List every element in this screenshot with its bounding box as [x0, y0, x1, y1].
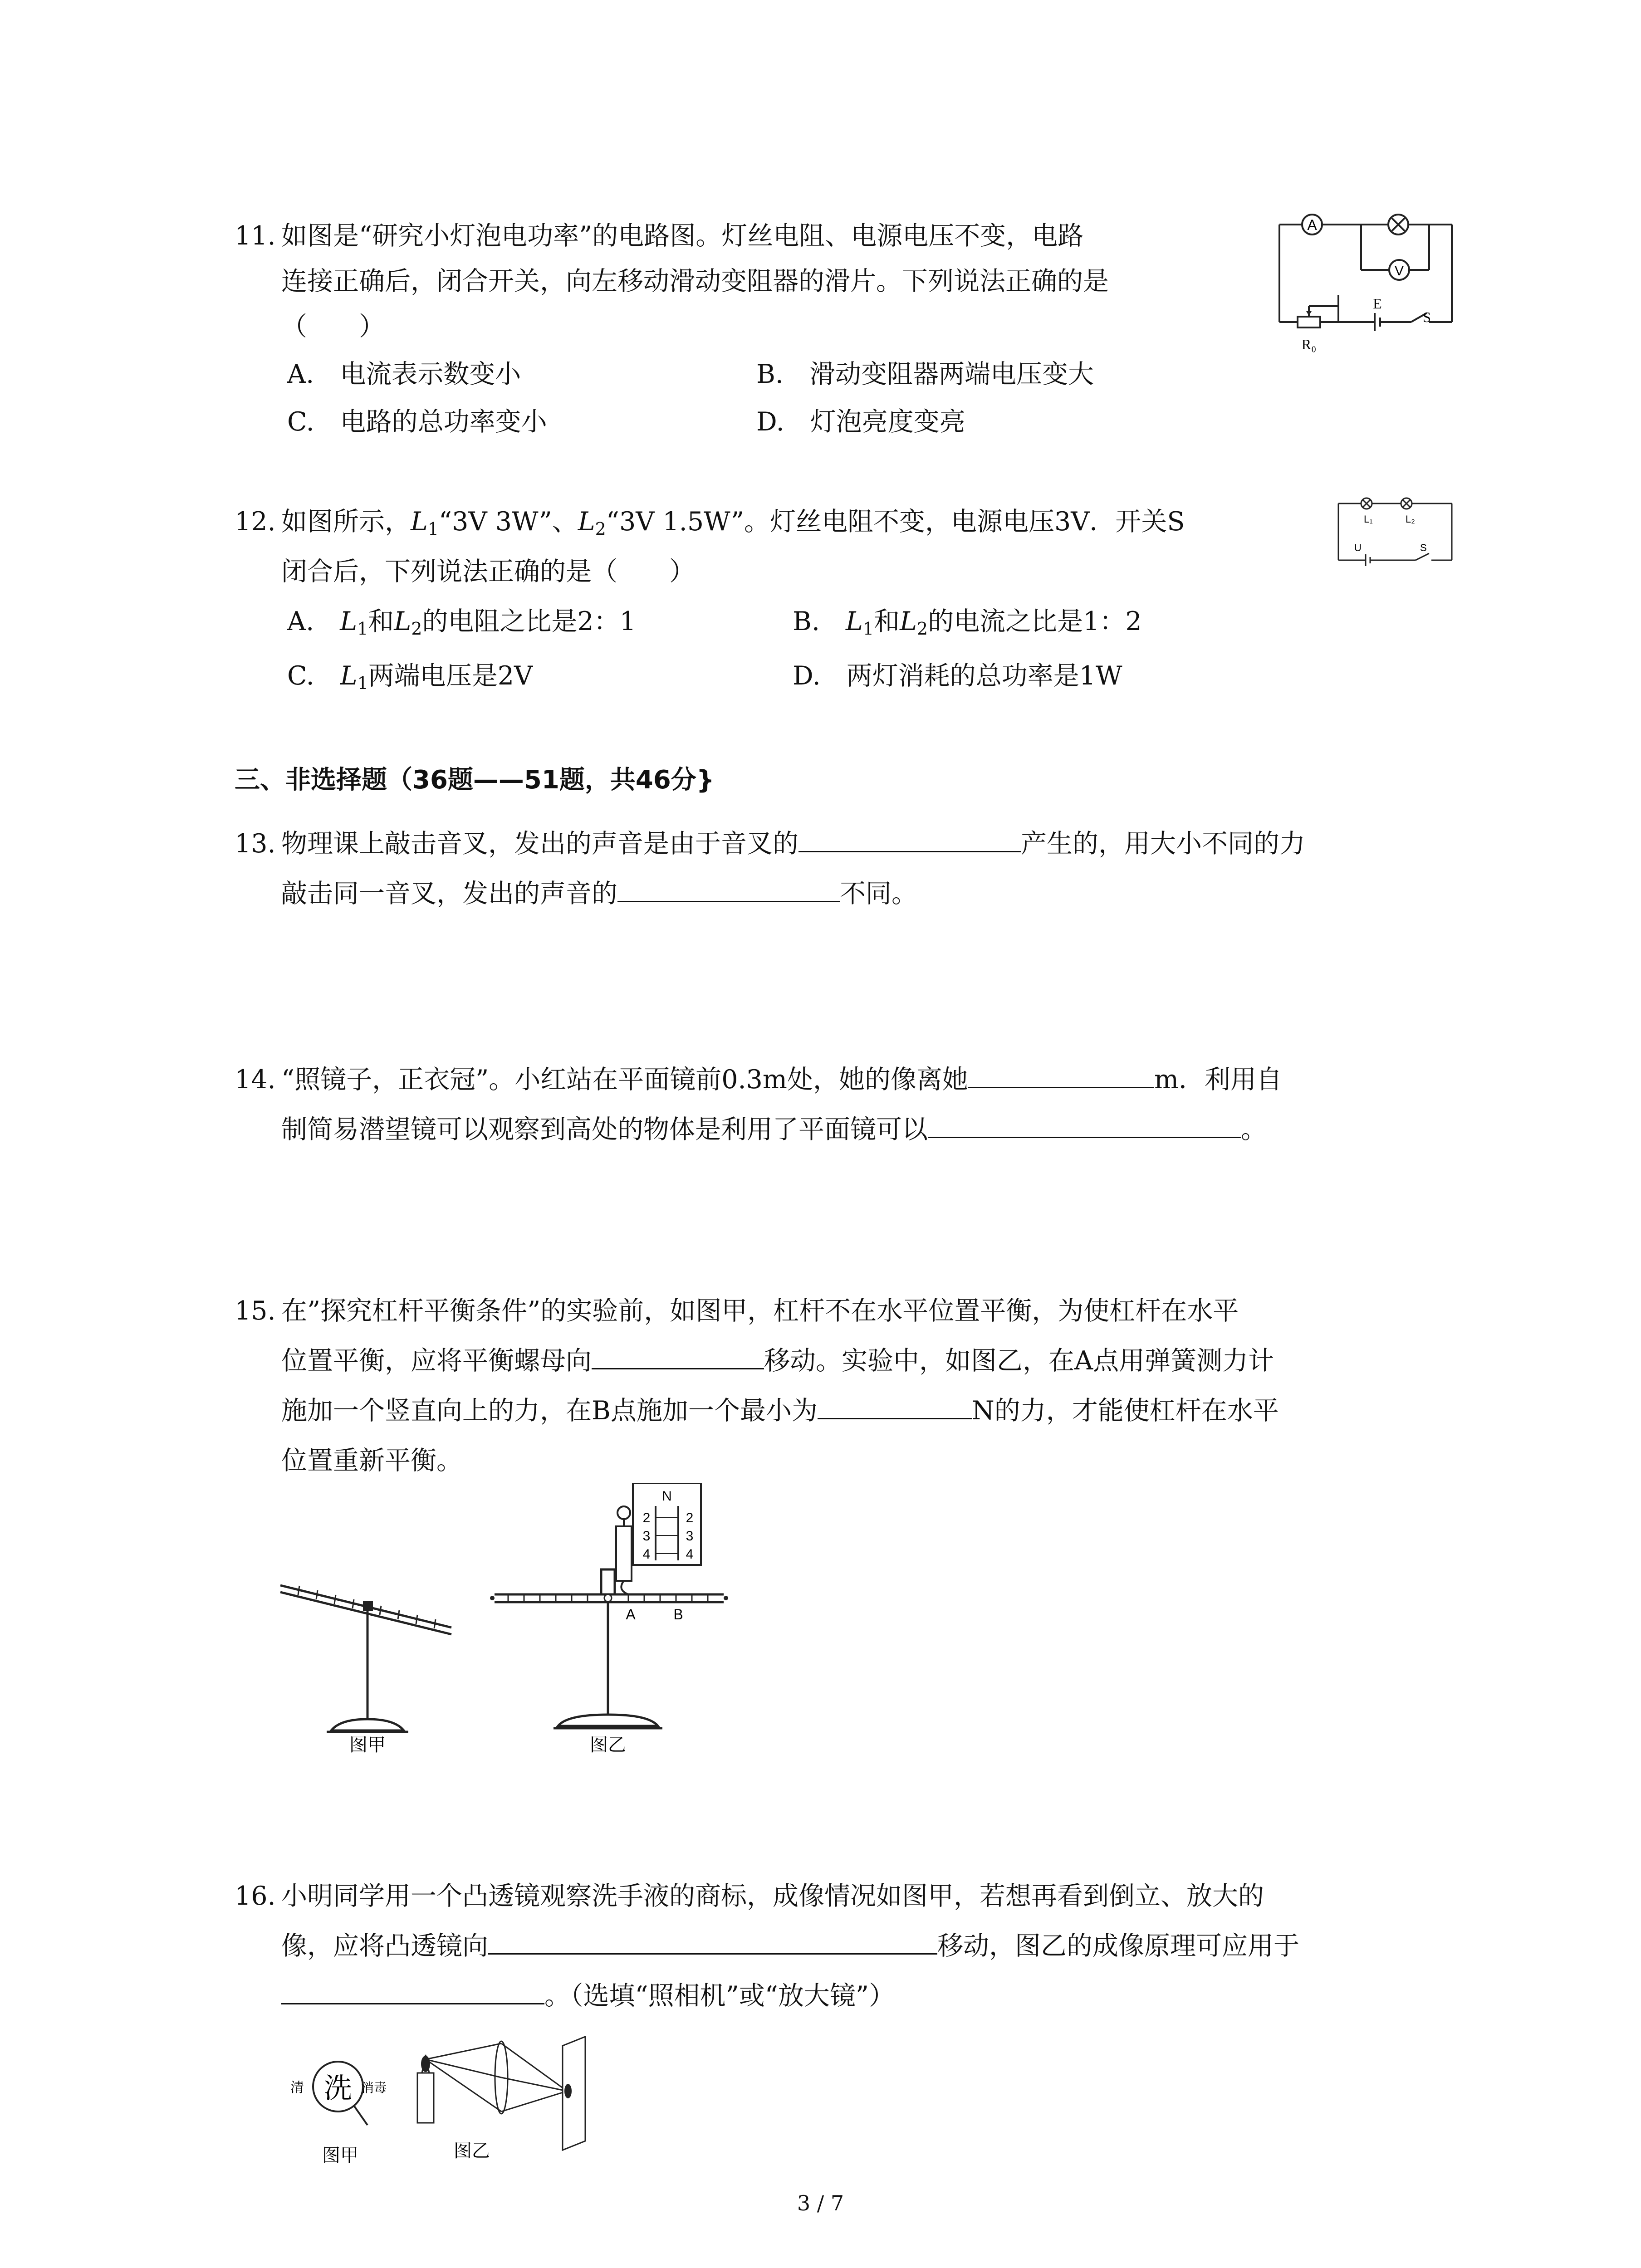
- page-number: 3 / 7: [797, 2191, 844, 2215]
- question-text: 位置平衡，应将平衡螺母向 移动。实验中，如图乙，在A点用弹簧测力计: [281, 1338, 1274, 1383]
- question-text: 如图是“研究小灯泡电功率”的电路图。灯丝电阻、电源电压不变，电路: [281, 221, 1084, 251]
- answer-blank[interactable]: [592, 1340, 764, 1369]
- answer-blank[interactable]: [818, 1390, 972, 1419]
- point-b-label: B: [673, 1606, 683, 1623]
- scale-unit-label: N: [662, 1489, 672, 1504]
- figure-caption-jia: 图甲: [349, 1735, 386, 1755]
- question-text: 如图所示，$L_1“3V$ 3W”、$L_2“3V$ 1.5W”。灯丝电阻不变，电源电压3V．开关S: [281, 507, 1185, 539]
- answer-blank[interactable]: [968, 1059, 1154, 1088]
- logo-text-right: 消毒: [361, 2080, 387, 2095]
- option-c: C. 电路的总功率变小: [287, 407, 547, 437]
- figure-caption-yi: 图乙: [454, 2141, 490, 2161]
- option-b: B. $L_1$和$L_2$的电流之比是1：2: [793, 606, 1142, 639]
- source-label: E: [1373, 295, 1382, 312]
- answer-blank[interactable]: [928, 1109, 1241, 1138]
- ammeter-label: A: [1307, 217, 1317, 233]
- option-d: D. 两灯消耗的总功率是1W: [793, 661, 1122, 691]
- answer-blank[interactable]: [488, 1925, 937, 1955]
- question-number: 12.: [235, 507, 276, 537]
- option-d: D. 灯泡亮度变亮: [756, 407, 965, 437]
- figure-caption-yi: 图乙: [590, 1735, 626, 1755]
- question-text: 像，应将凸透镜向 移动，图乙的成像原理可应用于: [281, 1923, 1299, 1969]
- question-number: 15.: [235, 1296, 276, 1326]
- question-text: 位置重新平衡。: [281, 1446, 462, 1476]
- scale-mark: 3: [686, 1529, 694, 1544]
- scale-mark: 2: [686, 1510, 694, 1525]
- voltmeter-label: V: [1394, 264, 1404, 279]
- scale-mark: 3: [642, 1529, 651, 1544]
- q11-circuit-diagram: [1270, 204, 1470, 358]
- question-text: 敲击同一音叉，发出的声音的 不同。: [281, 871, 917, 916]
- question-text: 施加一个竖直向上的力，在B点施加一个最小为 N的力，才能使杠杆在水平: [281, 1388, 1279, 1433]
- question-text: 物理课上敲击音叉，发出的声音是由于音叉的 产生的，用大小不同的力: [281, 821, 1305, 866]
- switch-label: S: [1423, 309, 1431, 325]
- q12-circuit-diagram: [1334, 494, 1456, 572]
- question-text: 连接正确后，闭合开关，向左移动滑动变阻器的滑片。下列说法正确的是: [281, 266, 1109, 296]
- optical-bench: [417, 2037, 585, 2150]
- option-c: C. $L_1$两端电压是2V: [287, 661, 533, 693]
- answer-blank[interactable]: [281, 1975, 544, 2004]
- scale-mark: 4: [642, 1547, 651, 1562]
- s-label: S: [1420, 542, 1427, 553]
- question-text: 制简易潜望镜可以观察到高处的物体是利用了平面镜可以 。: [281, 1107, 1267, 1152]
- l1-label: L₁: [1364, 513, 1373, 525]
- q16-lens-figures: [272, 2028, 617, 2173]
- scale-mark: 2: [642, 1510, 651, 1525]
- level-lever: [495, 1569, 724, 1728]
- question-text: 在”探究杠杆平衡条件”的实验前，如图甲，杠杆不在水平位置平衡，为使杠杆在水平: [281, 1296, 1239, 1326]
- question-number: 16.: [235, 1881, 276, 1911]
- option-a: A. 电流表示数变小: [287, 359, 521, 389]
- section-heading: 三、非选择题（36题——51题，共46分}: [235, 765, 715, 795]
- l2-label: L₂: [1406, 513, 1415, 525]
- point-a-label: A: [626, 1606, 636, 1623]
- figure-caption-jia: 图甲: [322, 2145, 358, 2166]
- answer-bracket: （ ）: [281, 312, 385, 342]
- question-text: “照镜子，正衣冠”。小红站在平面镜前0.3m处，她的像离她 m．利用自: [281, 1057, 1282, 1102]
- option-a: A. $L_1$和$L_2$的电阻之比是2：1: [287, 606, 636, 639]
- answer-blank[interactable]: [798, 823, 1021, 852]
- logo-text-center: 洗: [323, 2072, 353, 2105]
- answer-blank[interactable]: [617, 873, 840, 902]
- q15-lever-figures: [272, 1483, 744, 1755]
- question-text: 小明同学用一个凸透镜观察洗手液的商标，成像情况如图甲，若想再看到倒立、放大的: [281, 1881, 1264, 1911]
- question-number: 14.: [235, 1065, 276, 1095]
- logo-text-left: 清: [290, 2080, 304, 2096]
- question-text: 。（选填“照相机”或“放大镜”）: [281, 1973, 895, 2019]
- rheostat-label: R₀: [1301, 336, 1317, 352]
- option-b: B. 滑动变阻器两端电压变大: [756, 359, 1094, 389]
- question-text: 闭合后，下列说法正确的是（ ）: [281, 557, 695, 587]
- scale-mark: 4: [686, 1547, 694, 1562]
- question-number: 13.: [235, 829, 276, 859]
- u-label: U: [1354, 542, 1362, 553]
- question-number: 11.: [235, 221, 276, 251]
